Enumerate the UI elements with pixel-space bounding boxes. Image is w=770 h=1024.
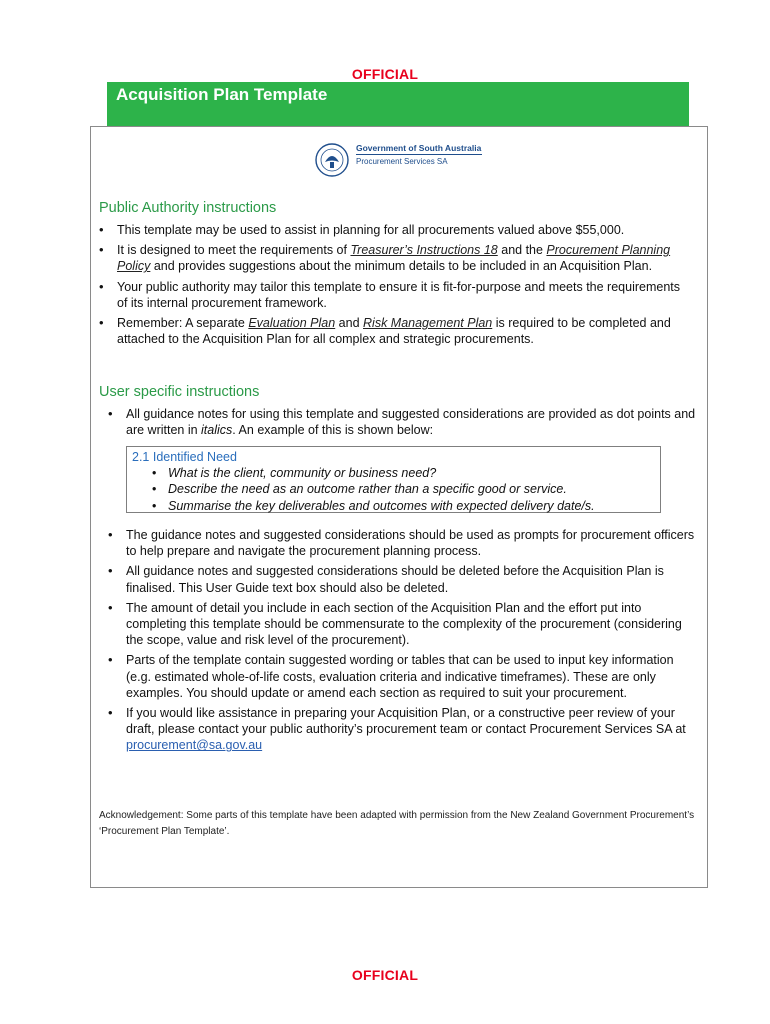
procurement-email-link[interactable]: procurement@sa.gov.au xyxy=(126,738,263,753)
list-item: • The guidance notes and suggested considerations should be used as prompts for procurement officers to help prepare and navigate the procurement planning process. xyxy=(108,527,702,559)
logo-dept: Procurement Services SA xyxy=(356,157,448,166)
classification-top: OFFICIAL xyxy=(351,66,419,82)
risk-management-plan-link[interactable]: Risk Management Plan xyxy=(363,316,493,331)
example-bullet: • Describe the need as an outcome rather than a specific good or service. xyxy=(152,481,660,497)
public-authority-list xyxy=(99,222,689,351)
list-item: • Your public authority may tailor this template to ensure it is fit-for-purpose and meets the requirements of its internal procurement framework. xyxy=(99,279,689,311)
list-item: • The amount of detail you include in each section of the Acquisition Plan and the effort put into completing this template should be commensurate to the complexity of the procurement (considering the scope, value and risk level of the procurement). xyxy=(108,600,702,649)
list-item: • Remember: A separate Evaluation Plan and Risk Management Plan is required to be completed and attached to the Acquisition Plan for all complex and strategic procurements. xyxy=(99,315,689,347)
acknowledgement: Acknowledgement: Some parts of this template have been adapted with permission from the New Zealand Government Procurement’s ‘Procurement Plan Template’. xyxy=(99,810,695,837)
procurement-planning-policy-link[interactable]: Procurement Planning Policy xyxy=(117,243,671,274)
public-authority-heading: Public Authority instructions xyxy=(99,200,277,216)
example-bullet: • Summarise the key deliverables and outcomes with expected delivery date/s. xyxy=(152,498,660,514)
treasurers-instructions-link[interactable]: Treasurer’s Instructions 18 xyxy=(350,243,498,258)
example-list xyxy=(132,465,660,514)
list-item: • It is designed to meet the requirements of Treasurer’s Instructions 18 and the Procurement Planning Policy and provides suggestions about the minimum details to be included in an Acquisition Plan. xyxy=(99,242,689,274)
list-item: • Parts of the template contain suggested wording or tables that can be used to input key information (e.g. estimated whole-of-life costs, evaluation criteria and indicative timeframes). These are only examples. You should update or amend each section as required to suit your procurement. xyxy=(108,652,702,701)
title-banner xyxy=(107,82,689,127)
user-specific-heading: User specific instructions xyxy=(99,384,260,400)
example-title: 2.1 Identified Need xyxy=(132,450,237,464)
list-item: • All guidance notes for using this template and suggested considerations are provided as dot points and are written in italics. An example of this is shown below: xyxy=(108,406,700,438)
example-bullet: • What is the client, community or business need? xyxy=(152,465,660,481)
gov-sa-logo xyxy=(314,140,494,180)
list-item: • All guidance notes and suggested considerations should be deleted before the Acquisition Plan is finalised. This User Guide text box should also be deleted. xyxy=(108,563,702,595)
sa-crest-icon xyxy=(314,142,350,178)
page-title: Acquisition Plan Template xyxy=(116,85,328,104)
list-item: • If you would like assistance in preparing your Acquisition Plan, or a constructive peer review of your draft, please contact your public authority’s procurement team or contact Procurement Services SA at procurement@sa.gov.au xyxy=(108,705,702,754)
user-guidance-list xyxy=(108,527,702,758)
list-item: • This template may be used to assist in planning for all procurements valued above $55,000. xyxy=(99,222,689,238)
classification-bottom: OFFICIAL xyxy=(351,967,419,983)
user-intro-list xyxy=(108,406,700,442)
evaluation-plan-link[interactable]: Evaluation Plan xyxy=(248,316,336,331)
logo-rule xyxy=(356,154,482,155)
example-box xyxy=(126,446,661,513)
logo-org: Government of South Australia xyxy=(356,143,482,153)
